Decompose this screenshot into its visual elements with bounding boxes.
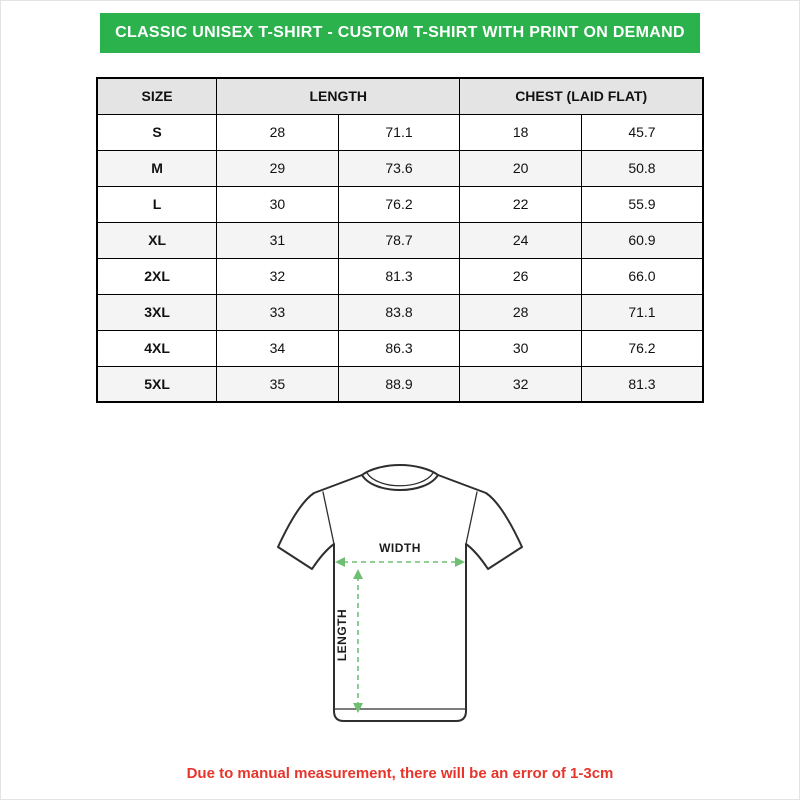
- cell-length-in: 29: [217, 150, 339, 186]
- cell-length-cm: 73.6: [338, 150, 460, 186]
- cell-length-cm: 83.8: [338, 294, 460, 330]
- table-row: [97, 366, 703, 402]
- table-row: [97, 294, 703, 330]
- cell-chest-cm: 66.0: [581, 258, 703, 294]
- cell-length-cm: 86.3: [338, 330, 460, 366]
- cell-chest-cm: 55.9: [581, 186, 703, 222]
- cell-length-cm: 88.9: [338, 366, 460, 402]
- table-header: [97, 78, 703, 114]
- cell-length-cm: 78.7: [338, 222, 460, 258]
- cell-chest-cm: 60.9: [581, 222, 703, 258]
- table-row: [97, 150, 703, 186]
- cell-chest-cm: 45.7: [581, 114, 703, 150]
- cell-size: 2XL: [97, 258, 217, 294]
- cell-chest-in: 30: [460, 330, 582, 366]
- cell-length-cm: 71.1: [338, 114, 460, 150]
- tshirt-diagram-container: [245, 445, 555, 745]
- table-row: [97, 330, 703, 366]
- cell-length-in: 28: [217, 114, 339, 150]
- cell-length-in: 32: [217, 258, 339, 294]
- page-title: CLASSIC UNISEX T-SHIRT - CUSTOM T-SHIRT WITH PRINT ON DEMAND: [115, 24, 685, 41]
- cell-chest-in: 22: [460, 186, 582, 222]
- cell-chest-cm: 71.1: [581, 294, 703, 330]
- cell-chest-in: 28: [460, 294, 582, 330]
- width-measure-label: WIDTH: [379, 541, 421, 555]
- header-length: LENGTH: [217, 78, 460, 114]
- table-row: [97, 258, 703, 294]
- tshirt-diagram: [245, 445, 555, 745]
- cell-size: M: [97, 150, 217, 186]
- tshirt-outline: [278, 465, 522, 721]
- cell-size: S: [97, 114, 217, 150]
- measurement-error-note: Due to manual measurement, there will be an error of 1-3cm: [186, 765, 614, 782]
- banner: [100, 13, 700, 53]
- cell-length-in: 33: [217, 294, 339, 330]
- cell-size: 3XL: [97, 294, 217, 330]
- cell-size: 5XL: [97, 366, 217, 402]
- cell-length-cm: 76.2: [338, 186, 460, 222]
- size-table-body: [97, 114, 703, 402]
- cell-chest-in: 24: [460, 222, 582, 258]
- table-row: [97, 186, 703, 222]
- header-chest: CHEST (LAID FLAT): [460, 78, 703, 114]
- cell-size: L: [97, 186, 217, 222]
- length-measure-label: LENGTH: [335, 608, 349, 662]
- cell-chest-cm: 50.8: [581, 150, 703, 186]
- cell-chest-in: 26: [460, 258, 582, 294]
- cell-size: 4XL: [97, 330, 217, 366]
- size-chart-table: [96, 77, 704, 403]
- cell-chest-in: 32: [460, 366, 582, 402]
- cell-chest-in: 18: [460, 114, 582, 150]
- cell-length-in: 31: [217, 222, 339, 258]
- table-row: [97, 222, 703, 258]
- header-size: SIZE: [97, 78, 217, 114]
- cell-chest-in: 20: [460, 150, 582, 186]
- cell-length-cm: 81.3: [338, 258, 460, 294]
- table-row: [97, 114, 703, 150]
- cell-length-in: 34: [217, 330, 339, 366]
- cell-chest-cm: 81.3: [581, 366, 703, 402]
- cell-size: XL: [97, 222, 217, 258]
- cell-length-in: 35: [217, 366, 339, 402]
- cell-length-in: 30: [217, 186, 339, 222]
- cell-chest-cm: 76.2: [581, 330, 703, 366]
- header-row: [97, 78, 703, 114]
- tshirt-body-outline: [278, 465, 522, 721]
